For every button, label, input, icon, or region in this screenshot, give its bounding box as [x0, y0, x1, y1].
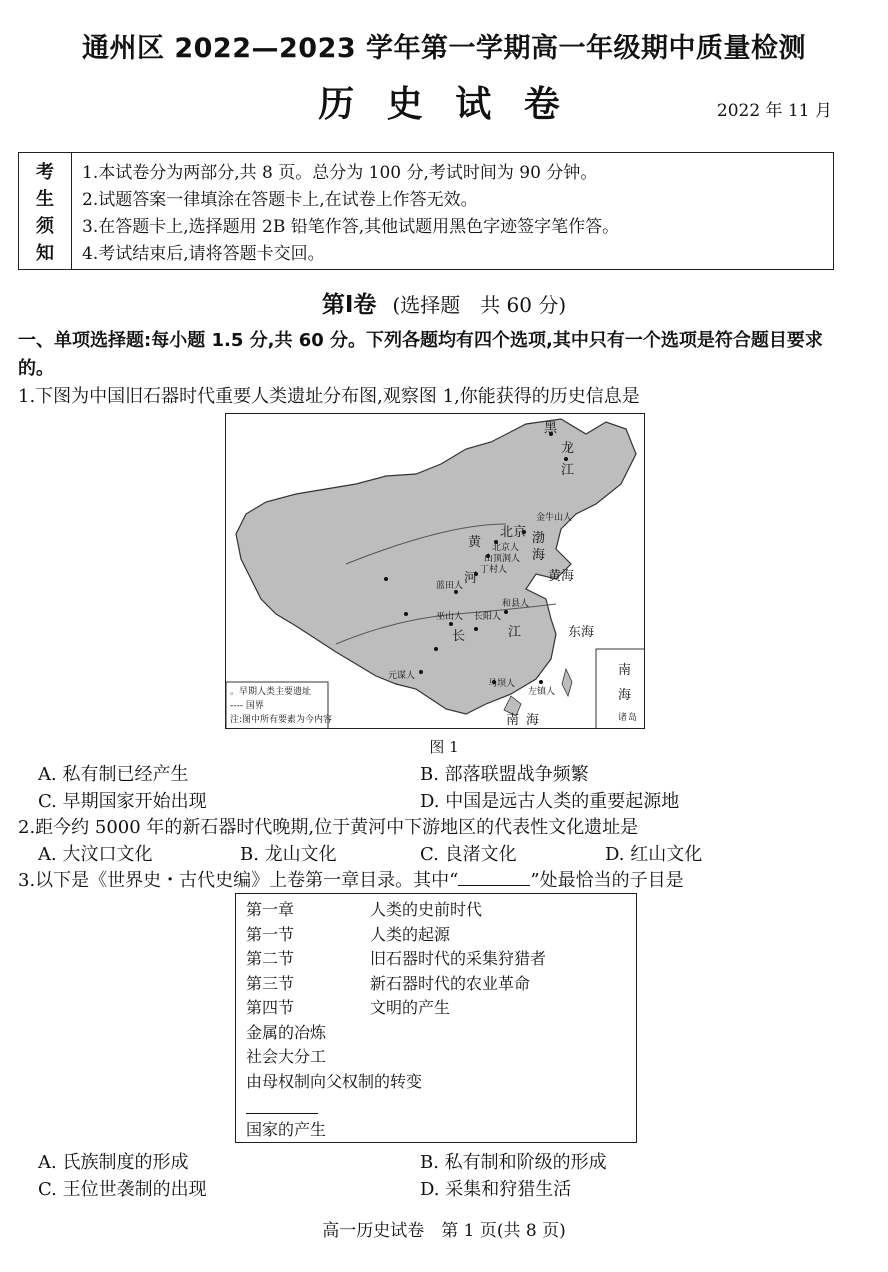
map-legend-item: ---- 国界 [230, 701, 264, 711]
map-label: 山顶洞人 [484, 554, 521, 564]
toc-row [246, 996, 626, 1021]
notice-label-char: 考 [36, 161, 54, 183]
section-desc: (选择题 共 60 分) [392, 293, 567, 317]
section-name: 第Ⅰ卷 [321, 292, 377, 318]
map-label: 河 [464, 571, 478, 586]
map-label: 海 [618, 688, 632, 703]
q3-option-c[interactable]: C. 王位世袭制的出现 [38, 1179, 207, 1200]
toc-subitem: 社会大分工 [246, 1047, 327, 1066]
map-graphic [226, 414, 645, 729]
toc-number: 第二节 [246, 949, 295, 968]
notice-label-char: 生 [36, 188, 54, 210]
q1-option-c[interactable]: C. 早期国家开始出现 [38, 791, 207, 812]
map-label: 北京人 [492, 543, 520, 553]
map-legend-item: 。早期人类主要遗址 [230, 687, 312, 697]
map-label: 马坝人 [488, 679, 516, 689]
exam-subject: 历 史 试 卷 [318, 83, 570, 125]
q2-option-b[interactable]: B. 龙山文化 [240, 844, 337, 865]
toc-title: 文明的产生 [370, 998, 451, 1017]
toc-row [246, 923, 626, 948]
exam-title: 通州区 2022—2023 学年第一学期高一年级期中质量检测 [81, 33, 807, 64]
toc-row [246, 898, 626, 923]
toc-title: 人类的史前时代 [370, 900, 483, 919]
toc-subitem: 国家的产生 [246, 1120, 327, 1139]
chapter-toc-box [235, 893, 637, 1143]
toc-subitem: 金属的冶炼 [246, 1022, 327, 1042]
map-label: 江 [561, 463, 575, 478]
map-label: 诸 [618, 713, 628, 723]
q1-option-a[interactable]: A. 私有制已经产生 [38, 764, 189, 785]
map-label: 黄 [468, 535, 482, 550]
map-label: 黄海 [548, 569, 575, 584]
toc-subitem: 由母权制向父权制的转变 [246, 1071, 423, 1091]
candidate-notice-box [18, 152, 834, 270]
map-label: 东海 [568, 625, 595, 640]
map-label: 江 [508, 625, 522, 640]
map-label: 海 [526, 713, 540, 728]
notice-label [19, 153, 72, 269]
map-label: 金牛山人 [536, 513, 573, 523]
q2-option-d[interactable]: D. 红山文化 [605, 844, 703, 865]
exam-date: 2022 年 11 月 [716, 101, 832, 121]
toc-row [246, 972, 626, 997]
map-legend-item: 注:图中所有要素为今内容 [230, 715, 333, 725]
china-paleolithic-sites-map [225, 413, 645, 729]
map-label: 岛 [628, 713, 638, 723]
map-label: 蓝田人 [436, 581, 464, 591]
map-label: 长阳人 [474, 612, 502, 622]
map-label: 北京 [500, 525, 527, 540]
q1-option-b[interactable]: B. 部落联盟战争频繁 [420, 764, 589, 785]
q3-stem-before: 3.以下是《世界史・古代史编》上卷第一章目录。其中“ [18, 870, 459, 891]
map-label: 南 [618, 663, 632, 678]
map-label: 左镇人 [528, 687, 556, 697]
q3-blank [458, 885, 530, 886]
question-2-stem: 2.距今约 5000 年的新石器时代晚期,位于黄河中下游地区的代表性文化遗址是 [18, 817, 639, 838]
map-label: 长 [452, 629, 466, 644]
q3-stem-after: ”处最恰当的子目是 [530, 870, 684, 891]
map-label: 巫山人 [436, 612, 464, 622]
toc-number: 第一章 [246, 900, 295, 919]
map-label: 元谋人 [388, 671, 416, 681]
q2-option-a[interactable]: A. 大汶口文化 [38, 844, 153, 865]
map-label: 丁村人 [480, 565, 508, 575]
section-heading [0, 286, 888, 319]
q3-option-d[interactable]: D. 采集和狩猎生活 [420, 1179, 572, 1200]
map-label: 南 [506, 713, 520, 728]
notice-item: 1.本试卷分为两部分,共 8 页。总分为 100 分,考试时间为 90 分钟。 [82, 163, 598, 183]
section-instruction: 一、单项选择题:每小题 1.5 分,共 60 分。下列各题均有四个选项,其中只有一个选项是符合题目要求的。 [18, 330, 823, 379]
toc-title: 旧石器时代的采集狩猎者 [370, 949, 547, 968]
q2-option-c[interactable]: C. 良渚文化 [420, 844, 517, 865]
notice-items [72, 153, 833, 269]
toc-number: 第一节 [246, 924, 295, 944]
map-label: 黑 [544, 421, 558, 436]
notice-item: 2.试题答案一律填涂在答题卡上,在试卷上作答无效。 [82, 190, 478, 210]
toc-title: 人类的起源 [370, 924, 451, 944]
toc-number: 第三节 [246, 973, 295, 993]
toc-title: 新石器时代的农业革命 [370, 973, 531, 993]
toc-blank-row [246, 1094, 626, 1118]
q1-option-d[interactable]: D. 中国是远古人类的重要起源地 [420, 791, 680, 812]
page-footer: 高一历史试卷 第 1 页(共 8 页) [322, 1221, 566, 1241]
q3-option-a[interactable]: A. 氏族制度的形成 [38, 1152, 189, 1173]
map-label: 和县人 [502, 599, 530, 609]
toc-blank-line [246, 1113, 318, 1114]
map-label: 海 [532, 548, 546, 563]
figure-caption: 图 1 [429, 738, 459, 756]
toc-number: 第四节 [246, 998, 295, 1017]
question-1-stem: 1.下图为中国旧石器时代重要人类遗址分布图,观察图 1,你能获得的历史信息是 [18, 386, 640, 407]
notice-item: 3.在答题卡上,选择题用 2B 铅笔作答,其他试题用黑色字迹签字笔作答。 [82, 217, 620, 237]
question-3-stem [18, 866, 684, 892]
map-label: 龙 [561, 441, 575, 456]
notice-label-char: 知 [36, 242, 54, 264]
toc-row [246, 947, 626, 972]
notice-label-char: 须 [36, 215, 54, 237]
notice-item: 4.考试结束后,请将答题卡交回。 [82, 244, 325, 264]
map-label: 渤 [532, 531, 546, 546]
q3-option-b[interactable]: B. 私有制和阶级的形成 [420, 1152, 607, 1173]
